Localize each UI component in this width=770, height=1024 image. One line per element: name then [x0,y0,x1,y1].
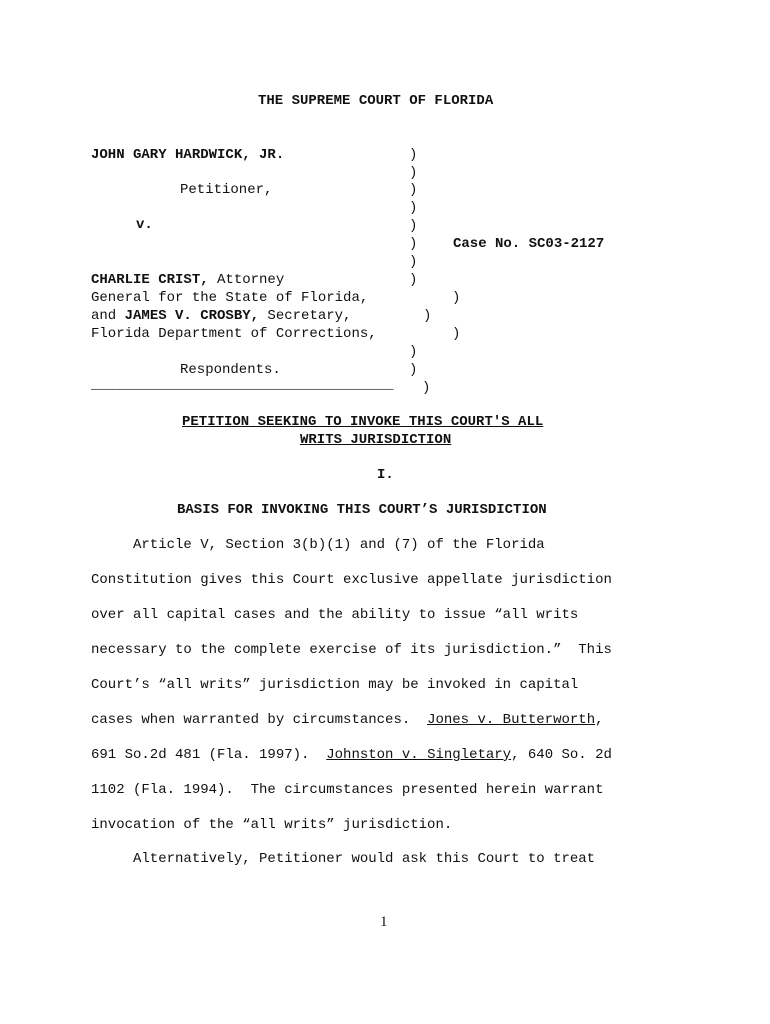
body-line: necessary to the complete exercise of its jurisdiction.” This [91,642,612,658]
versus: v. [136,217,153,233]
respondent-1-line-2: General for the State of Florida, [91,290,369,306]
caption-paren: ) [409,236,418,252]
body-text: , 640 So. 2d [511,747,612,763]
respondent-2-line-1 [91,308,351,325]
body-text: cases when warranted by circumstances. [91,712,428,728]
body-line: Article V, Section 3(b)(1) and (7) of the Florida [91,537,545,553]
caption-paren: ) [409,182,418,198]
body-line: over all capital cases and the ability to issue “all writs [91,607,579,623]
body-line: 1102 (Fla. 1994). The circumstances presented herein warrant [91,782,604,798]
section-number: I. [377,467,394,483]
caption-paren: ) [409,165,418,181]
petition-title-line-1: PETITION SEEKING TO INVOKE THIS COURT'S ALL [182,414,544,430]
body-line [91,747,612,764]
respondent-2-line-2: Florida Department of Corrections, [91,326,377,342]
respondent-1-title: Attorney [208,272,285,288]
caption-paren: ) [423,308,432,324]
body-line: Court’s “all writs” jurisdiction may be invoked in capital [91,677,579,693]
caption-paren: ) [409,147,418,163]
body-line: Constitution gives this Court exclusive appellate jurisdiction [91,572,612,588]
caption-paren: ) [409,218,418,234]
body-line [91,712,604,729]
section-heading: BASIS FOR INVOKING THIS COURT’S JURISDICTION [177,502,547,518]
respondents-role: Respondents. [180,362,281,378]
respondent-2-title: Secretary, [259,308,352,324]
caption-paren: ) [409,254,418,270]
body-text: 691 So.2d 481 (Fla. 1997). [91,747,327,763]
case-number: Case No. SC03-2127 [453,236,605,252]
respondent-2-name: JAMES V. CROSBY, [124,308,260,324]
caption-signature-line: ____________________________________ [91,377,394,393]
page-number: 1 [380,914,388,930]
respondent-1-name: CHARLIE CRIST, [91,272,209,288]
respondent-1-line-1 [91,272,284,289]
caption-paren: ) [409,200,418,216]
petitioner-role: Petitioner, [180,182,273,198]
body-line: Alternatively, Petitioner would ask this Court to treat [91,851,596,867]
respondent-2-prefix: and [91,308,125,324]
caption-paren: ) [452,290,461,306]
court-title: THE SUPREME COURT OF FLORIDA [258,93,494,109]
caption-paren: ) [409,344,418,360]
petitioner-name: JOHN GARY HARDWICK, JR. [91,147,285,163]
body-line: invocation of the “all writs” jurisdiction. [91,817,453,833]
caption-paren: ) [422,380,431,396]
body-text: , [595,712,604,728]
caption-paren: ) [409,362,418,378]
petition-title-line-2: WRITS JURISDICTION [300,432,452,448]
case-citation-johnston: Johnston v. Singletary [326,747,512,763]
caption-paren: ) [409,272,418,288]
case-citation-jones: Jones v. Butterworth [427,712,596,728]
caption-paren: ) [452,326,461,342]
